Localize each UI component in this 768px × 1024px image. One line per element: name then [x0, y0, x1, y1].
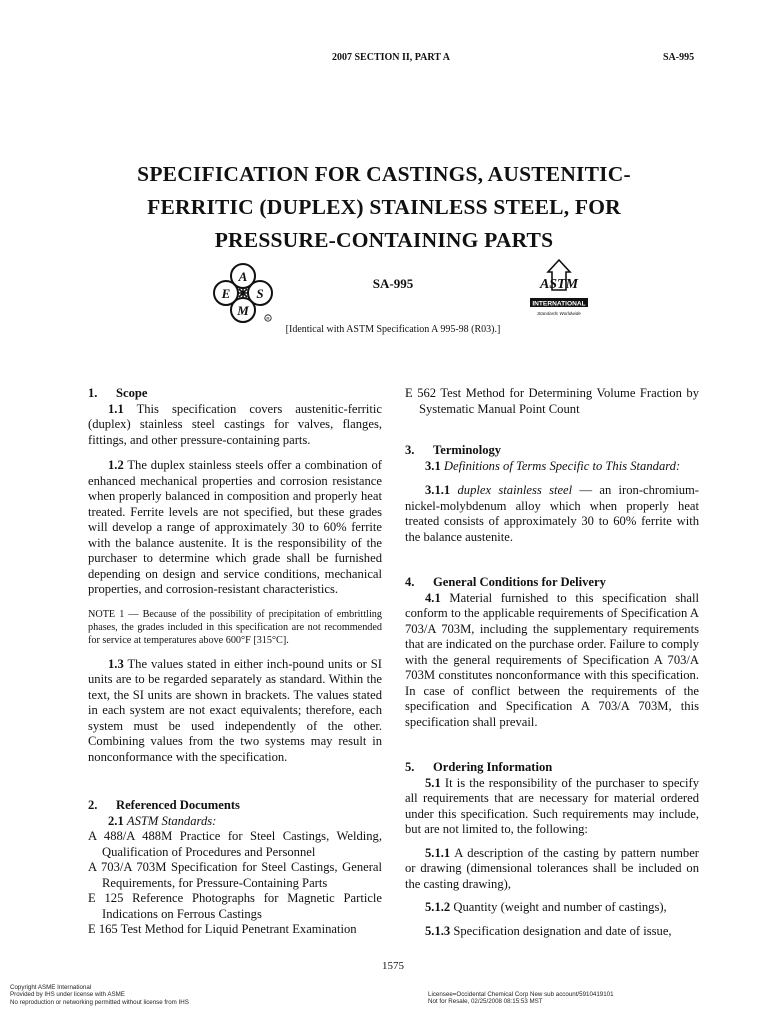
paragraph-5-1-1: 5.1.1 A description of the casting by pattern number or drawing (dimensional tolerances shall be included on the casting drawing), — [405, 845, 699, 891]
footer-licensee: Licensee=Occidental Chemical Corp New sub account/5910419101 — [428, 991, 614, 998]
identical-with-note: [Identical with ASTM Specification A 995-98 (R03).] — [285, 324, 501, 335]
paragraph-5-1: 5.1 It is the responsibility of the purchaser to specify all requirements that are necessary for material ordered under this specification. Such requirements may include, but are not limited to, the following: — [405, 775, 699, 836]
spec-number: SA-995 — [372, 276, 414, 291]
section-4-heading: 4. General Conditions for Delivery — [405, 575, 606, 589]
left-column — [88, 386, 382, 938]
footer-right — [428, 991, 614, 1006]
paragraph-1-1: 1.1 This specification covers austenitic-ferritic (duplex) stainless steel castings for valves, flanges, fittings, and other pressure-containing parts. — [88, 401, 382, 447]
footer-provided-by: Provided by IHS under license with ASME — [10, 991, 125, 999]
right-column — [405, 386, 699, 939]
reference-e562: E 562 Test Method for Determining Volume Fraction by Systematic Manual Point Count — [405, 386, 699, 416]
running-header-section: 2007 SECTION II, PART A — [332, 52, 450, 63]
section-5-heading: 5. Ordering Information — [405, 760, 553, 774]
astm-logo — [528, 258, 590, 322]
running-header-spec-id: SA-995 — [663, 52, 695, 63]
note-1: NOTE 1 — Because of the possibility of precipitation of embrittling phases, the grades included in this specification are not recommended for service at temperatures above 600°F [315°C]. — [88, 608, 382, 646]
paragraph-2-1: 2.1 ASTM Standards: — [108, 813, 217, 828]
asme-letter-s: S — [256, 286, 264, 301]
paragraph-1-3: 1.3 The values stated in either inch-pound units or SI units are to be regarded separately as standard. Within the text, the SI units are shown in brackets. The values stated in each system are not exact equivalents; therefore, each system must be used independently of the other. Combining values from the two systems may result in nonconformance with the specification. — [88, 656, 382, 764]
astm-tagline: Standards Worldwide — [537, 311, 581, 316]
paragraph-3-1: 3.1 Definitions of Terms Specific to This Standard: — [425, 458, 681, 473]
reference-a488: A 488/A 488M Practice for Steel Castings, Welding, Qualification of Procedures and Personnel — [88, 829, 382, 859]
title-line-3: PRESSURE-CONTAINING PARTS — [214, 228, 554, 252]
section-1-heading: 1. Scope — [88, 386, 148, 400]
reference-e125: E 125 Reference Photographs for Magnetic Particle Indications on Ferrous Castings — [88, 891, 382, 921]
asme-logo — [212, 262, 274, 324]
footer-not-for-resale: Not for Resale, 02/25/2008 08:15:53 MST — [428, 998, 543, 1006]
title-line-2: FERRITIC (DUPLEX) STAINLESS STEEL, FOR — [147, 195, 621, 219]
paragraph-1-2: 1.2 The duplex stainless steels offer a combination of enhanced mechanical properties and corrosion resistance when properly balanced in composition and properly heat treated. Ferrite levels are not specified, but these grades will develop a range of approximately 30 to 60% ferrite with the balance austenite. It is the responsibility of the purchaser to determine which grade shall be furnished depending on design and service conditions, mechanical properties, and corrosion-resistant characteristics. — [88, 458, 382, 596]
astm-logo-text: ASTM — [539, 277, 579, 292]
paragraph-4-1: 4.1 Material furnished to this specification shall conform to the applicable requirements of Specification A 703/A 703M, including the supplementary requirements that are indicated on the purchase order. Failure to comply with the general requirements of Specification A 703/A 703M constitutes nonconformance with this specification. In case of conflict between the requirements of the specification and Specification A 703/A 703M, this specification shall prevail. — [405, 590, 699, 729]
footer-left — [10, 984, 189, 1006]
paragraph-3-1-1: 3.1.1 duplex stainless steel — an iron-chromium-nickel-molybdenum alloy which when properly heat treated consists of approximately 30 to 60% ferrite with the balance austenite. — [405, 483, 699, 544]
page-number: 1575 — [382, 960, 404, 972]
paragraph-5-1-2: 5.1.2 Quantity (weight and number of castings), — [425, 900, 667, 914]
asme-letter-m: M — [237, 303, 249, 318]
astm-band-text: INTERNATIONAL — [532, 300, 586, 308]
svg-text:R: R — [266, 316, 270, 321]
footer-copyright: Copyright ASME International — [10, 984, 92, 991]
footer-no-reproduction: No reproduction or networking permitted without license from IHS — [10, 998, 189, 1006]
paragraph-5-1-3: 5.1.3 Specification designation and date of issue, — [425, 923, 672, 938]
section-3-heading: 3. Terminology — [405, 443, 502, 457]
document-title — [0, 158, 768, 257]
reference-a703: A 703/A 703M Specification for Steel Castings, General Requirements, for Pressure-Containing Parts — [88, 860, 382, 890]
section-2-heading: 2. Referenced Documents — [88, 798, 240, 812]
title-line-1: SPECIFICATION FOR CASTINGS, AUSTENITIC- — [137, 162, 631, 186]
reference-e165: E 165 Test Method for Liquid Penetrant Examination — [88, 922, 357, 936]
asme-letter-e: E — [221, 286, 231, 301]
asme-letter-a: A — [238, 269, 248, 284]
